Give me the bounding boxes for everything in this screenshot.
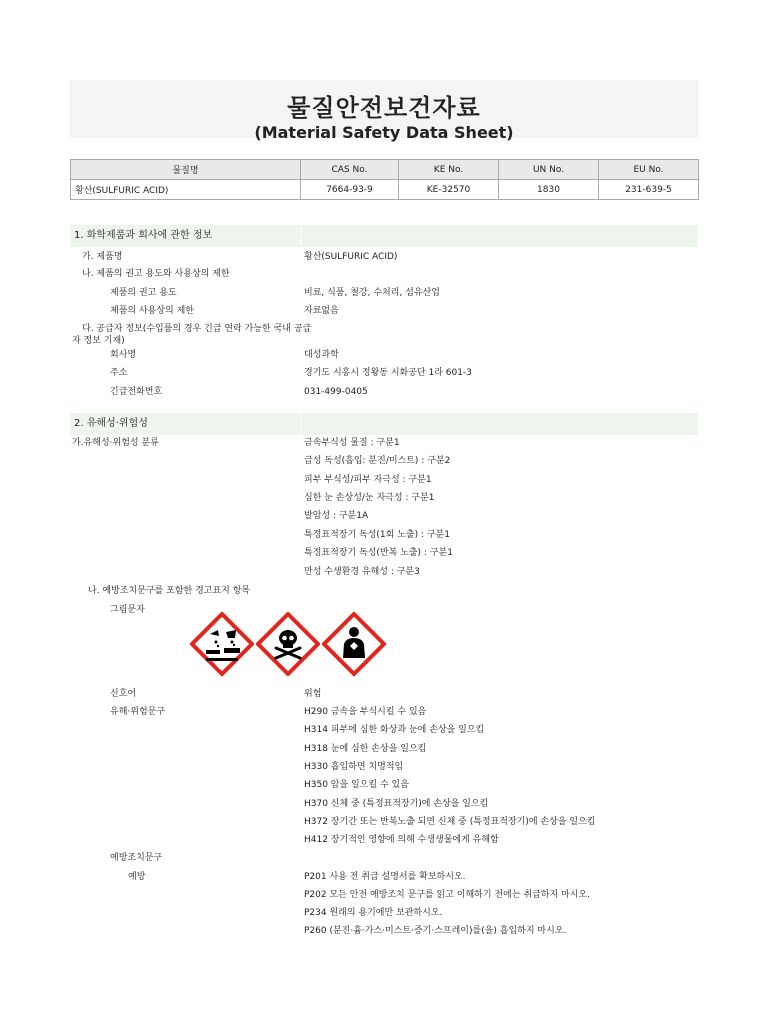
document-title-korean: 물질안전보건자료 [287,94,481,122]
cell-substance-name: 황산(SULFURIC ACID) [71,180,301,200]
classification-item: 금속부식성 물질 : 구분1 [304,438,400,448]
health-hazard-pictogram [322,612,386,676]
hazard-statement: H350 암을 일으킬 수 있음 [304,780,409,790]
table-row [71,180,699,200]
product-name-value: 황산(SULFURIC ACID) [304,252,398,262]
document-title-english: (Material Safety Data Sheet) [254,123,514,142]
header-substance-name: 물질명 [71,160,301,180]
ghs-pictograms [190,612,390,676]
phone-label: 긴급전화번호 [110,387,163,397]
signal-word-value: 위험 [304,689,322,699]
hazard-statement: H370 신체 중 (특정표적장기)에 손상을 일으킴 [304,799,489,809]
classification-item: 특정표적장기 독성(반복 노출) : 구분1 [304,548,453,558]
section-1-header [70,225,698,247]
hazard-statement: H318 눈에 심한 손상을 일으킴 [304,744,427,754]
classification-item: 급성 독성(흡입: 분진/미스트) : 구분2 [304,456,451,466]
classification-item: 특정표적장기 독성(1회 노출) : 구분1 [304,530,450,540]
recommended-use-value: 비료, 식품, 철강, 수처리, 섬유산업 [304,288,440,298]
address-label: 주소 [110,368,128,378]
header-ke-no: KE No. [399,160,499,180]
section-2-title: 2. 유해성·위험성 [74,418,148,429]
hazard-statement: H330 흡입하면 치명적임 [304,762,404,772]
recommended-use-label: 제품의 권고 용도 [110,288,177,298]
product-name-label: 가. 제품명 [82,252,123,262]
label-elements-heading: 나. 예방조치문구를 포함한 경고표지 항목 [88,586,251,596]
company-label: 회사명 [110,350,137,360]
restriction-label: 제품의 사용상의 제한 [110,306,194,316]
section-divider [300,225,301,247]
substance-id-table [70,159,699,200]
classification-item: 피부 부식성/피부 자극성 : 구분1 [304,475,432,485]
prevention-label: 예방 [128,872,146,882]
classification-item: 만성 수생환경 유해성 : 구분3 [304,567,420,577]
signal-word-label: 신호어 [110,689,137,699]
header-un-no: UN No. [499,160,599,180]
corrosion-pictogram [190,612,254,676]
precautionary-statement: P260 (분진·흄·가스·미스트·증기·스프레이)를(을) 흡입하지 마시오. [304,926,567,936]
table-header-row [71,160,699,180]
hazard-statement: H372 장기간 또는 반복노출 되면 신체 중 (특정표적장기)에 손상을 일으킴 [304,817,596,827]
precautionary-statement: P202 모든 안전 예방조치 문구를 읽고 이해하기 전에는 취급하지 마시오. [304,890,590,900]
cell-ke-no: KE-32570 [399,180,499,200]
header-cas-no: CAS No. [301,160,399,180]
restriction-value: 자료없음 [304,306,339,316]
section-divider [300,413,301,435]
precautionary-statement: P201 사용 전 취급 설명서를 확보하시오. [304,872,466,882]
hazard-statement: H314 피부에 심한 화상과 눈에 손상을 일으킴 [304,725,485,735]
classification-item: 발암성 : 구분1A [304,511,369,521]
precautionary-label: 예방조치문구 [110,853,163,863]
hazard-statement: H290 금속을 부식시킬 수 있음 [304,707,427,717]
header-eu-no: EU No. [599,160,699,180]
cell-cas-no: 7664-93-9 [301,180,399,200]
hazard-statements-label: 유해·위험문구 [110,707,166,717]
precautionary-statement: P234 원래의 용기에만 보관하시오. [304,908,443,918]
cell-eu-no: 231-639-5 [599,180,699,200]
document-title-box [70,80,698,142]
hazard-statement: H412 장기적인 영향에 의해 수생생물에게 유해함 [304,835,499,845]
pictogram-label: 그림문자 [110,605,145,615]
company-value: 대성과학 [304,350,339,360]
section-2-header [70,413,698,435]
phone-value: 031-499-0405 [304,387,368,397]
address-value: 경기도 시흥시 정왕동 시화공단 1라 601-3 [304,368,472,378]
classification-label: 가.유해성·위험성 분류 [72,438,159,448]
cell-un-no: 1830 [499,180,599,200]
skull-crossbones-pictogram [256,612,320,676]
use-heading: 나. 제품의 권고 용도와 사용상의 제한 [82,269,230,279]
section-1-title: 1. 화학제품과 회사에 관한 정보 [74,230,213,241]
classification-item: 심한 눈 손상성/눈 자극성 : 구분1 [304,493,435,503]
supplier-heading: 다. 공급자 정보(수입품의 경우 긴급 연락 가능한 국내 공급자 정보 기재) [72,324,312,346]
